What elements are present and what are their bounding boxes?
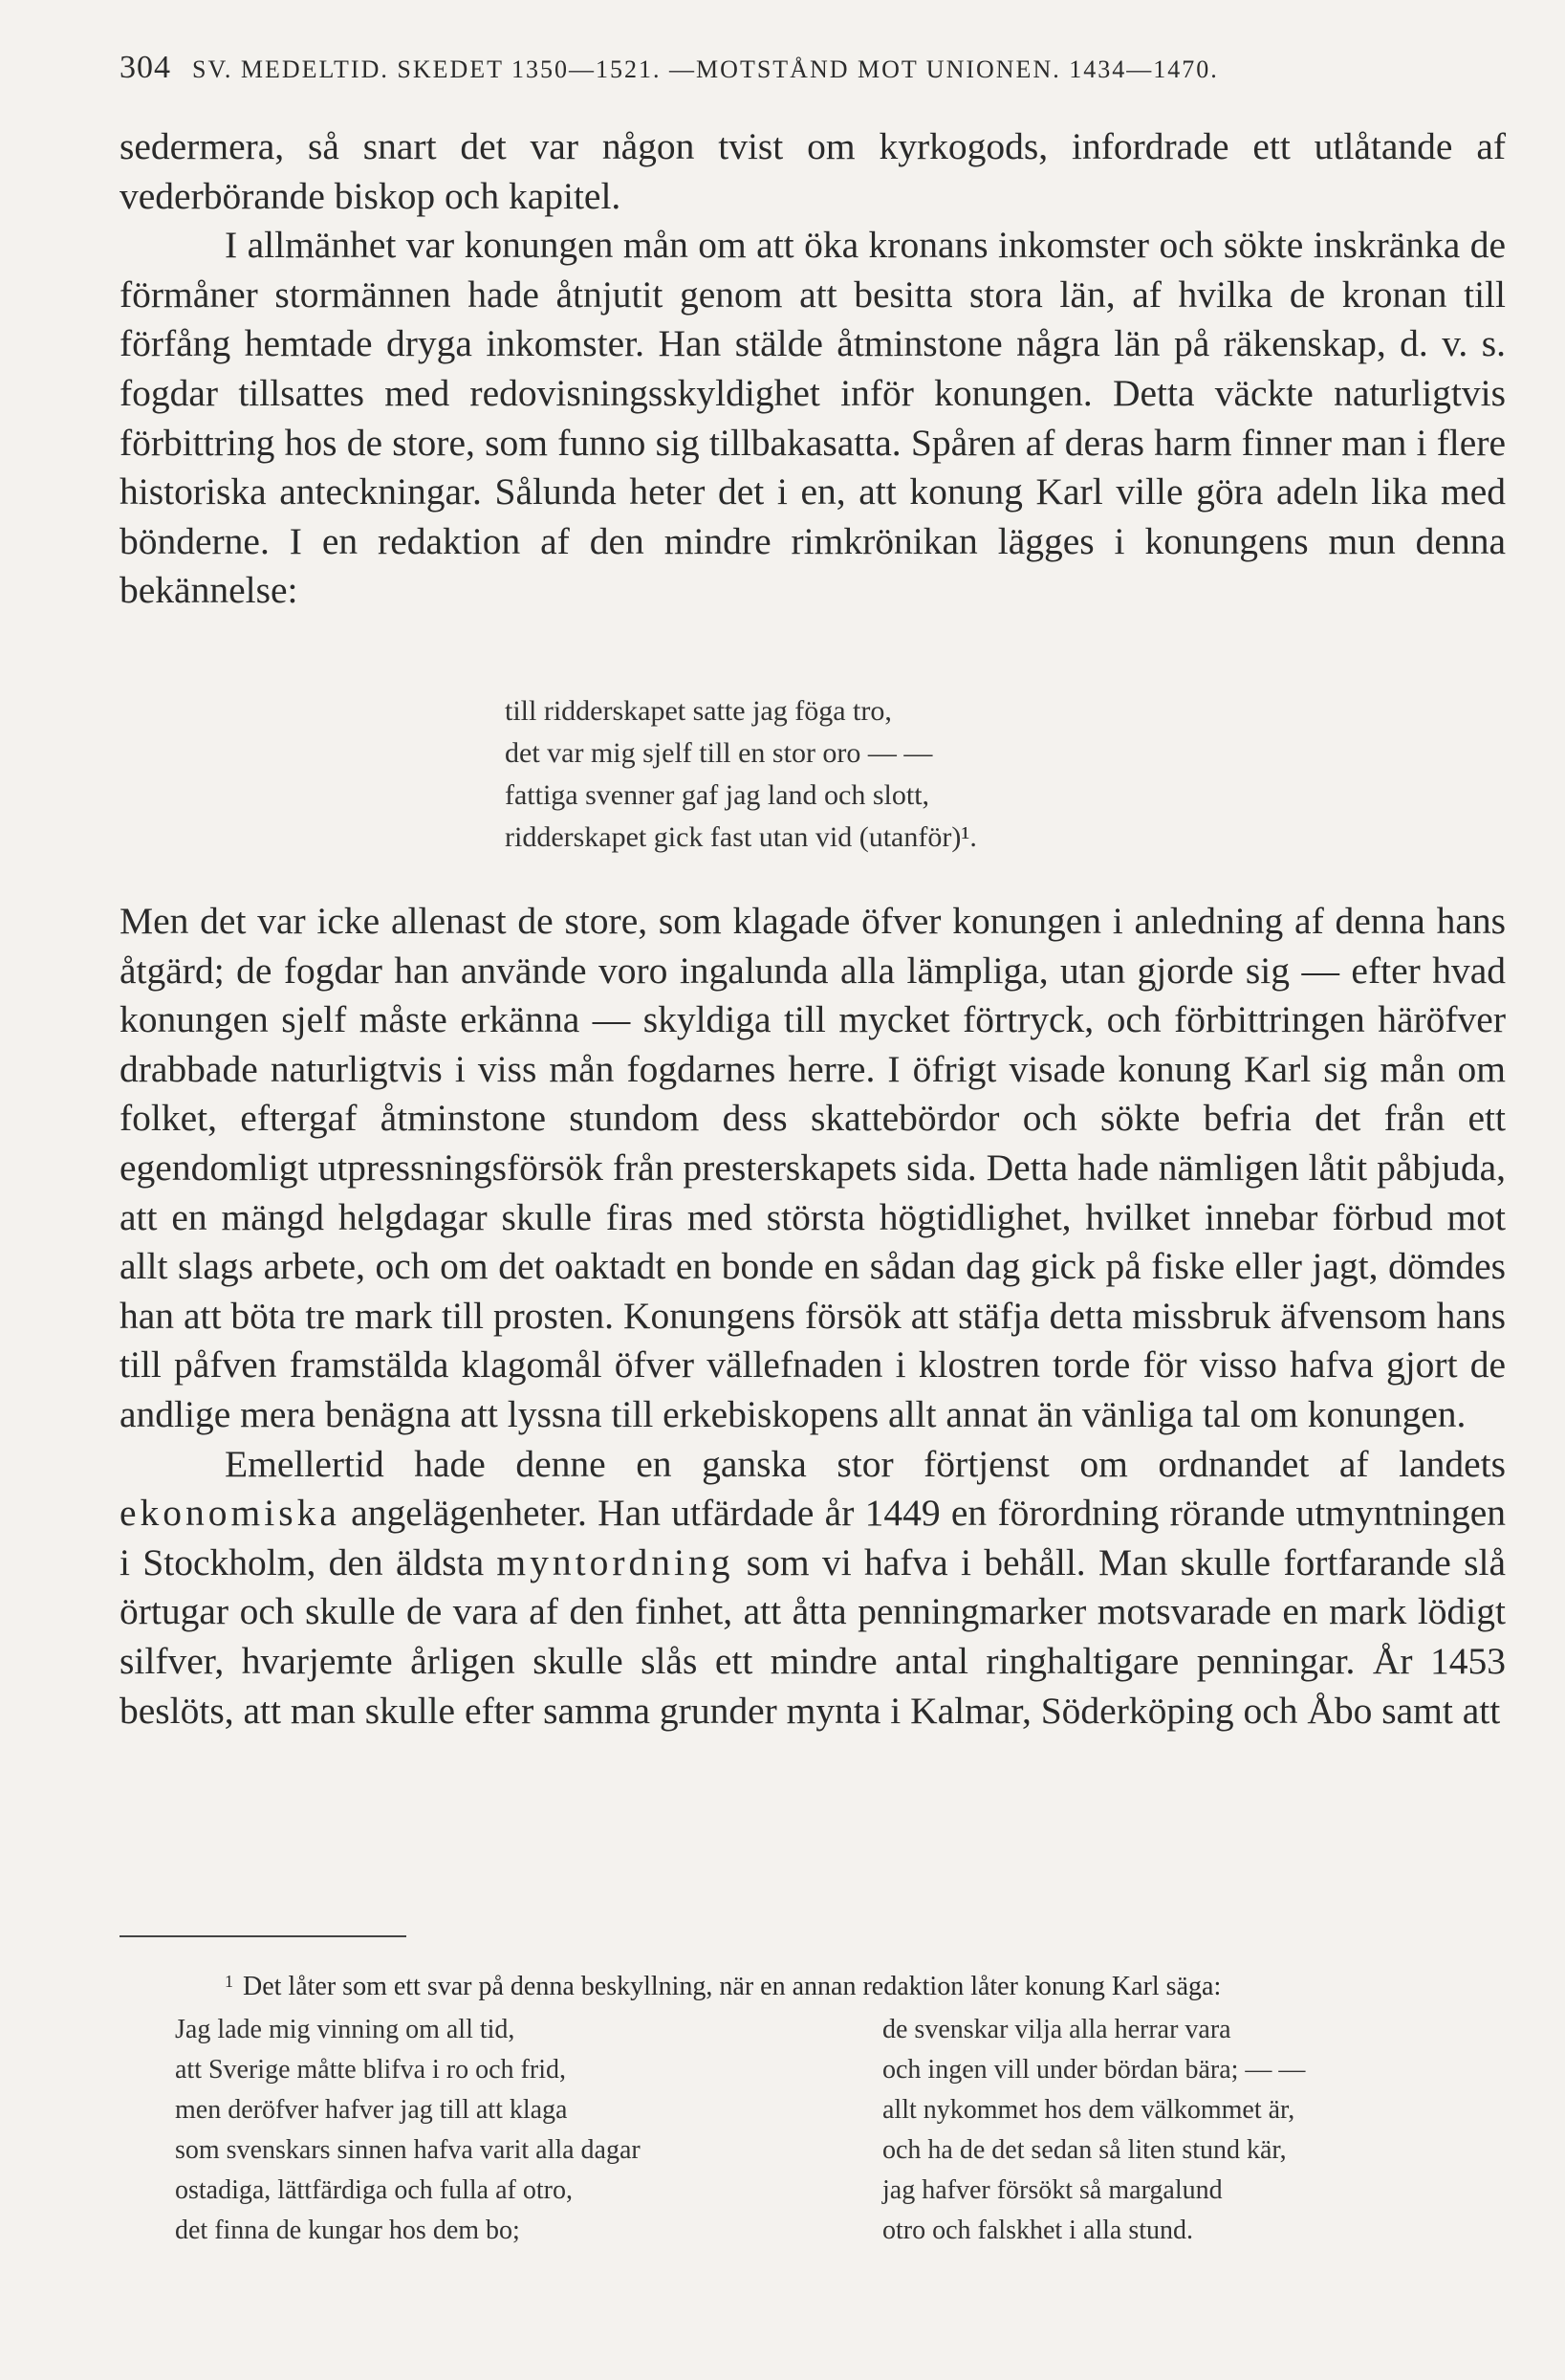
footnote-intro	[120, 1962, 1506, 2006]
footnote-verse-line: men deröfver hafver jag till att klaga	[175, 2095, 568, 2125]
paragraph-kronans-inkomster: I allmänhet var konungen mån om att öka kronans inkomster och sökte inskränka de förmåner stormännen hade åtnjutit genom att besitta stora län, af hvilka de kronan till förfång hemtade dryga inkomster. Han stälde åtminstone några län på räkenskap, d. v. s. fogdar tillsattes med redovisningsskyldighet inför konungen. Detta väckte naturligtvis förbittring hos de store, som funno sig tillbakasatta. Spåren af deras harm finner man i flere historiska anteckningar. Sålunda heter det i en, att konung Karl ville göra adeln lika med bönderne. I en redaktion af den mindre rimkrönikan lägges i konungens mun denna bekännelse:	[120, 224, 1506, 612]
footnote-verse-line: otro och falskhet i alla stund.	[882, 2216, 1194, 2245]
footnote-verse-line: det finna de kungar hos dem bo;	[175, 2216, 520, 2245]
footnote-verse-line: Jag lade mig vinning om all tid,	[175, 2015, 515, 2044]
footnote-verse-line: och ha de det sedan så liten stund kär,	[882, 2135, 1287, 2165]
footnote-intro-text: Det låter som ett svar på denna beskyllning, när en annan redaktion låter konung Karl säga:	[243, 1972, 1222, 2001]
footnote-marker: 1	[225, 1972, 233, 1991]
emphasis-myntordning: myntordning	[496, 1540, 734, 1583]
main-text-bottom	[120, 897, 1506, 1736]
poem-line: det var mig sjelf till en stor oro — —	[505, 737, 933, 769]
emphasis-ekonomiska: ekonomiska	[120, 1492, 340, 1535]
footnote-verse-line: som svenskars sinnen hafva varit alla dagar	[175, 2135, 641, 2165]
poem-line: till ridderskapet satte jag föga tro,	[505, 695, 892, 727]
footnote-divider	[120, 1935, 406, 1937]
poem-line: fattiga svenner gaf jag land och slott,	[505, 779, 930, 811]
footnote-verse-line: jag hafver försökt så margalund	[882, 2175, 1223, 2205]
rimkronika-quote	[505, 690, 977, 859]
paragraph-continuation: sedermera, så snart det var någon tvist om kyrkogods, infordrade ett utlåtande af vederbörande biskop och kapitel.	[120, 125, 1506, 217]
econ-text: angelägenheter. Han utfärdade år 1449 en förordning rörande utmyntningen i Stockholm, den äldsta	[120, 1492, 1506, 1583]
econ-text: som vi hafva i behåll. Man skulle fortfarande slå örtugar och skulle de vara af den finhet, att åtta penningmarker motsvarade en mark lödigt silfver, hvarjemte årligen skulle slås ett mindre antal ringhaltigare penningar. År 1453 beslöts, att man skulle efter samma grunder mynta i Kalmar, Söderköping och Åbo samt att	[120, 1540, 1506, 1732]
footnote-verse-line: allt nykommet hos dem välkommet är,	[882, 2095, 1295, 2125]
page-number: 304	[120, 50, 171, 85]
paragraph-fogdar: Men det var icke allenast de store, som klagade öfver konungen i anledning af denna hans åtgärd; de fogdar han använde voro ingalunda alla lämpliga, utan gjorde sig — efter hvad konungen sjelf måste erkänna — skyldiga till mycket förtryck, och förbittringen häröfver drabbade naturligtvis i viss mån fogdarnes herre. I öfrigt visade konung Karl sig mån om folket, eftergaf åtminstone stundom dess skattebördor och sökte befria det från ett egendomligt utpressningsförsök från presterskapets sida. Detta hade nämligen låtit påbjuda, att en mängd helgdagar skulle firas med största högtidlighet, hvilket innebar förbud mot allt slags arbete, och om det oaktadt en bonde en sådan dag gick på fiske eller jagt, dömdes han att böta tre mark till prosten. Konungens försök att stäfja detta missbruk äfvensom hans till påfven framstälda klagomål öfver vällefnaden i klostren torde för visso hafva gjort de andlige mera benägna att lyssna till erkebiskopens allt annat än vänliga tal om konungen.	[120, 900, 1506, 1435]
footnote-verse-line: ostadiga, lättfärdiga och fulla af otro,	[175, 2175, 573, 2205]
running-title: SV. MEDELTID. SKEDET 1350—1521. —MOTSTÅND MOT UNIONEN. 1434—1470.	[192, 55, 1219, 83]
footnote-verse-line: de svenskar vilja alla herrar vara	[882, 2015, 1231, 2044]
footnote-verse-line: att Sverige måtte blifva i ro och frid,	[175, 2055, 566, 2085]
running-header	[120, 50, 1506, 88]
footnote-verse-right	[882, 2010, 1305, 2251]
main-text-top	[120, 122, 1506, 616]
footnote-verse-left	[175, 2010, 641, 2251]
footnote-verse-line: och ingen vill under bördan bära; — —	[882, 2055, 1306, 2085]
poem-line: ridderskapet gick fast utan vid (utanför)¹.	[505, 821, 977, 853]
paragraph-ekonomiska	[120, 1440, 1506, 1736]
econ-text: Emellertid hade denne en ganska stor förtjenst om ordnandet af landets	[225, 1442, 1506, 1485]
